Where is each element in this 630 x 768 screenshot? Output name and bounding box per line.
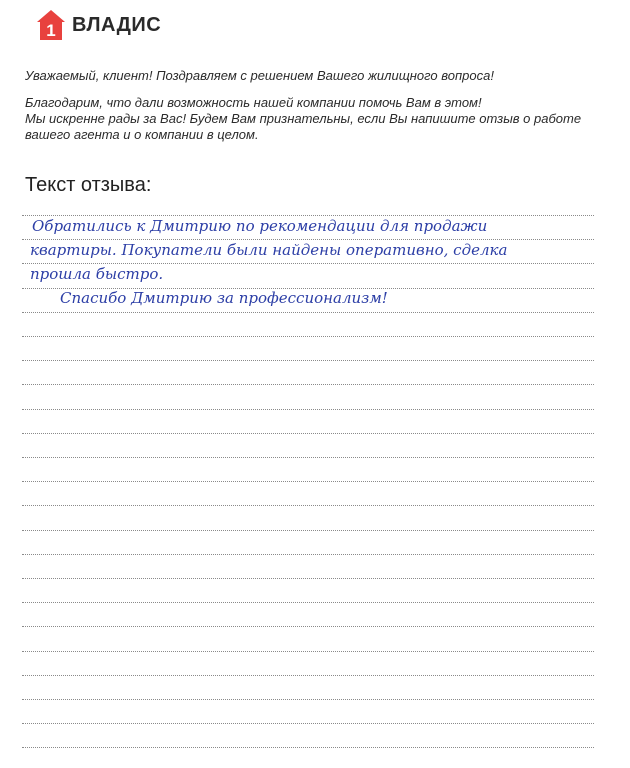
logo-glyph: 1 [46, 21, 56, 40]
ruled-line [22, 651, 594, 652]
ruled-line [22, 433, 594, 434]
brand-name: ВЛАДИС [72, 14, 162, 36]
ruled-line [22, 626, 594, 627]
ruled-line [22, 602, 594, 603]
ruled-lines [22, 0, 594, 768]
greeting-line: Уважаемый, клиент! Поздравляем с решением Вашего жилищного вопроса! [25, 68, 494, 83]
ruled-line [22, 723, 594, 724]
ruled-line [22, 409, 594, 410]
ruled-line [22, 481, 594, 482]
thanks-line: Мы искренне рады за Вас! Будем Вам признательны, если Вы напишите отзыв о работе [25, 111, 582, 126]
ruled-line [22, 554, 594, 555]
thanks-line: Благодарим, что дали возможность нашей компании помочь Вам в этом! [25, 95, 482, 110]
handwritten-line: Обратились к Дмитрию по рекомендации для продажи [32, 217, 488, 235]
handwritten-line: Спасибо Дмитрию за профессионализм! [60, 289, 388, 307]
handwritten-line: квартиры. Покупатели были найдены оперативно, сделка [30, 241, 508, 259]
ruled-line [22, 336, 594, 337]
ruled-line [22, 675, 594, 676]
ruled-line [22, 578, 594, 579]
thanks-line: вашего агента и о компании в целом. [25, 127, 259, 142]
handwritten-line: прошла быстро. [30, 265, 164, 283]
review-heading: Текст отзыва: [25, 174, 152, 196]
ruled-line [22, 699, 594, 700]
ruled-line [22, 312, 594, 313]
ruled-line [22, 384, 594, 385]
ruled-line [22, 530, 594, 531]
ruled-line [22, 360, 594, 361]
ruled-line [22, 505, 594, 506]
handwritten-review [30, 214, 590, 310]
ruled-line [22, 747, 594, 748]
ruled-line [22, 457, 594, 458]
